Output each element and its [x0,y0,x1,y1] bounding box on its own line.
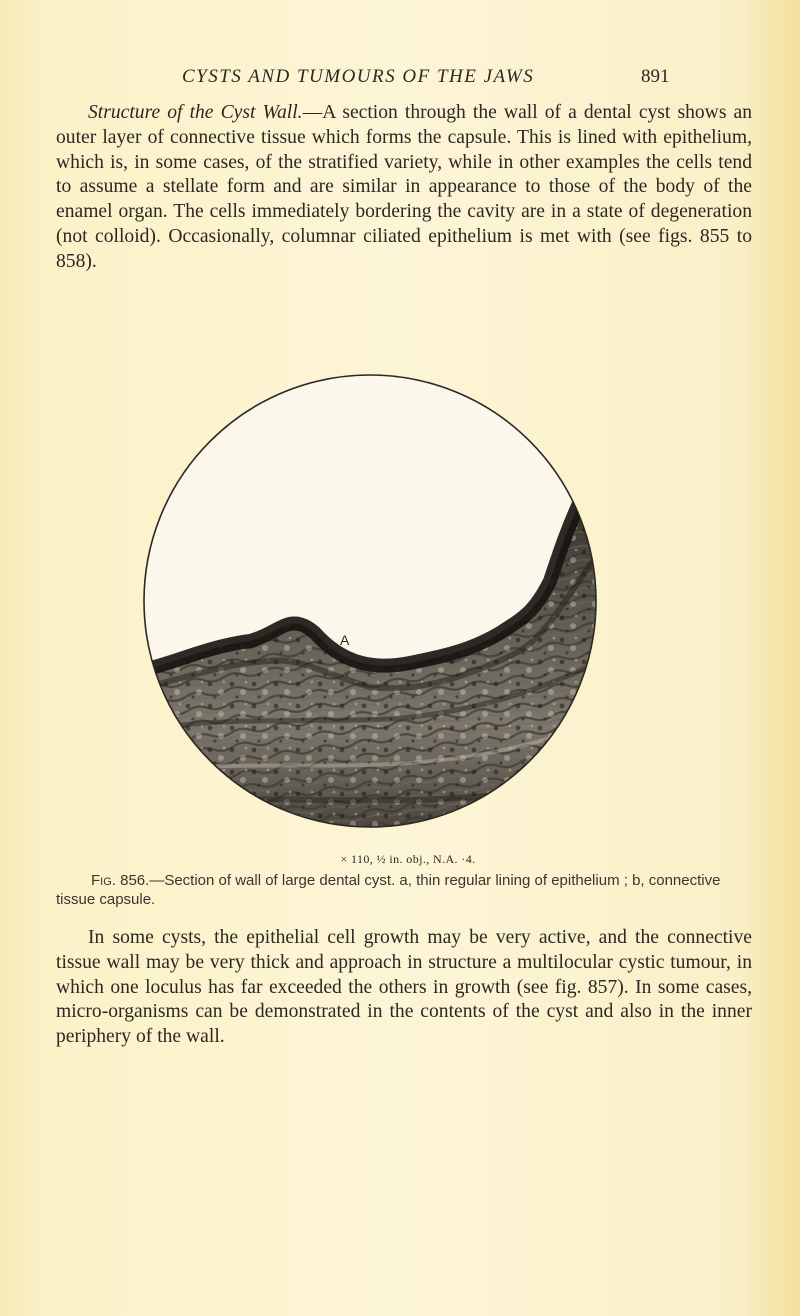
paragraph-structure-of-cyst-wall [56,101,752,275]
paragraph-body: —A section through the wall of a dental cyst shows an outer layer of connective tissue which forms the capsule. This is lined with epithelium, which is, in some cases, of the stratified variety, while in other examples the cells tend to assume a stellate form and are similar in appearance to those of the body of the enamel organ. The cells immediately bordering the cavity are in a state of degeneration (not colloid). Occasionally, columnar ciliated epithelium is met with (see figs. 855 to 858). [56,102,753,272]
figure-label-a: A [340,632,350,648]
figure-caption [56,871,756,909]
paragraph-epithelial-growth: In some cysts, the epithelial cell growth may be very active, and the connective tissue wall may be very thick and approach in structure a multilocular cystic tumour, in which one loculus has far exceeded the others in growth (see fig. 857). In some cases, micro-organisms can be demonstrated in the contents of the cyst and also in the inner periphery of the wall. [56,927,752,1048]
running-head [0,66,800,92]
figure-scale-note: × 110, ½ in. obj., N.A. ·4. [340,852,476,866]
figure-caption-text: —Section of wall of large dental cyst. a, thin regular lining of epithelium ; b, connective tissue capsule. [56,872,721,908]
running-head-title: CYSTS AND TUMOURS OF THE JAWS [182,66,535,87]
figure-number: Fig. 856. [91,872,150,889]
micrograph-figure [140,371,600,831]
page-number: 891 [641,66,670,87]
paragraph-lead-heading: Structure of the Cyst Wall. [88,102,303,123]
